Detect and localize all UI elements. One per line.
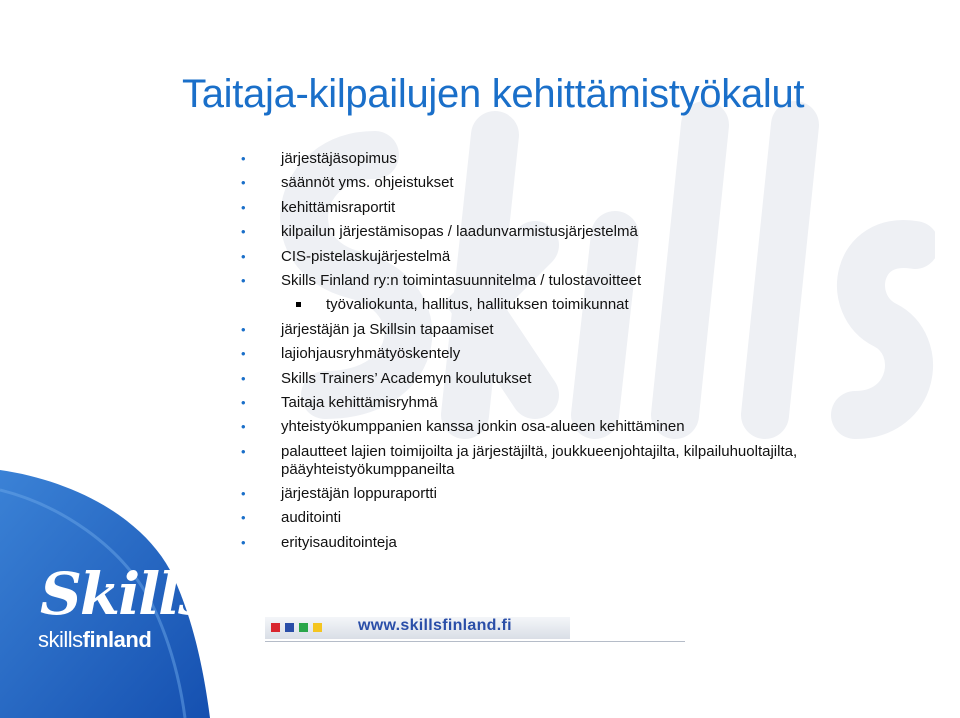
list-item: [241, 223, 941, 241]
list-item: [241, 485, 941, 503]
list-item: [241, 150, 941, 168]
bullet-icon: •: [241, 394, 246, 410]
list-item-text: CIS-pistelaskujärjestelmä: [281, 247, 451, 265]
list-item-text: järjestäjäsopimus: [281, 150, 397, 167]
list-item-text: lajiohjausryhmätyöskentely: [281, 345, 461, 363]
bullet-icon: •: [241, 443, 246, 459]
list-item-text: kilpailun järjestämisopas / laadunvarmistusjärjestelmä: [281, 223, 638, 241]
list-item-text: järjestäjän ja Skillsin tapaamiset: [281, 320, 494, 338]
list-item: [241, 199, 941, 217]
list-item: [241, 443, 941, 479]
list-item-text: järjestäjän loppuraportti: [281, 485, 437, 503]
bullet-icon: •: [241, 248, 246, 264]
footer-divider: [265, 641, 685, 642]
list-item-text: säännöt yms. ohjeistukset: [281, 174, 454, 192]
footer-square-blue: [285, 623, 294, 632]
bullet-icon: •: [241, 199, 246, 215]
bullet-icon: •: [241, 534, 246, 550]
list-item-text: työvaliokunta, hallitus, hallituksen toimikunnat: [326, 296, 629, 314]
list-item: [241, 509, 941, 527]
list-item: [241, 370, 941, 388]
list-item-text: palautteet lajien toimijoilta ja järjestäjiltä, joukkueenjohtajilta, kilpailuhuoltajilta, pääyhteistyökumppaneilta: [281, 442, 798, 478]
bullet-icon: •: [241, 151, 246, 166]
list-item-text: yhteistyökumppanien kanssa jonkin osa-alueen kehittäminen: [281, 418, 685, 436]
sub-list-item: [241, 296, 941, 314]
footer-square-green: [299, 623, 308, 632]
skills-finland-logo-text: [38, 627, 151, 653]
footer-square-red: [271, 623, 280, 632]
list-item: [241, 345, 941, 363]
bullet-icon: •: [241, 321, 246, 337]
list-item: [241, 394, 941, 412]
bullet-icon: •: [241, 346, 246, 362]
page-title: Taitaja-kilpailujen kehittämistyökalut: [182, 72, 805, 116]
bullet-icon: •: [241, 370, 246, 386]
list-item-text: kehittämisraportit: [281, 198, 396, 216]
skills-logo-wordmark: Skills: [40, 560, 209, 628]
bullet-icon: •: [241, 486, 246, 502]
bullet-icon: •: [241, 224, 246, 240]
list-item: [241, 248, 941, 266]
bullet-icon: •: [241, 510, 246, 526]
list-item-text: erityisauditointeja: [281, 533, 397, 551]
list-item: [241, 272, 941, 290]
list-item: [241, 321, 941, 339]
list-item-text: Taitaja kehittämisryhmä: [281, 393, 438, 411]
list-item-text: auditointi: [281, 509, 342, 527]
footer-square-yellow: [313, 623, 322, 632]
list-item: [241, 418, 941, 436]
bullet-icon: •: [241, 175, 246, 191]
bullet-icon: •: [241, 419, 246, 435]
list-item: [241, 534, 941, 552]
logo-sub-light: skills: [38, 627, 83, 652]
bullet-list: [241, 150, 941, 558]
logo-sub-bold: finland: [82, 627, 152, 652]
list-item-text: Skills Finland ry:n toimintasuunnitelma / tulostavoitteet: [281, 271, 642, 289]
square-bullet-icon: [296, 302, 301, 307]
footer-url-link[interactable]: www.skillsfinland.fi: [358, 617, 512, 634]
bullet-icon: •: [241, 272, 246, 288]
list-item-text: Skills Trainers’ Academyn koulutukset: [281, 369, 532, 387]
list-item: [241, 174, 941, 192]
